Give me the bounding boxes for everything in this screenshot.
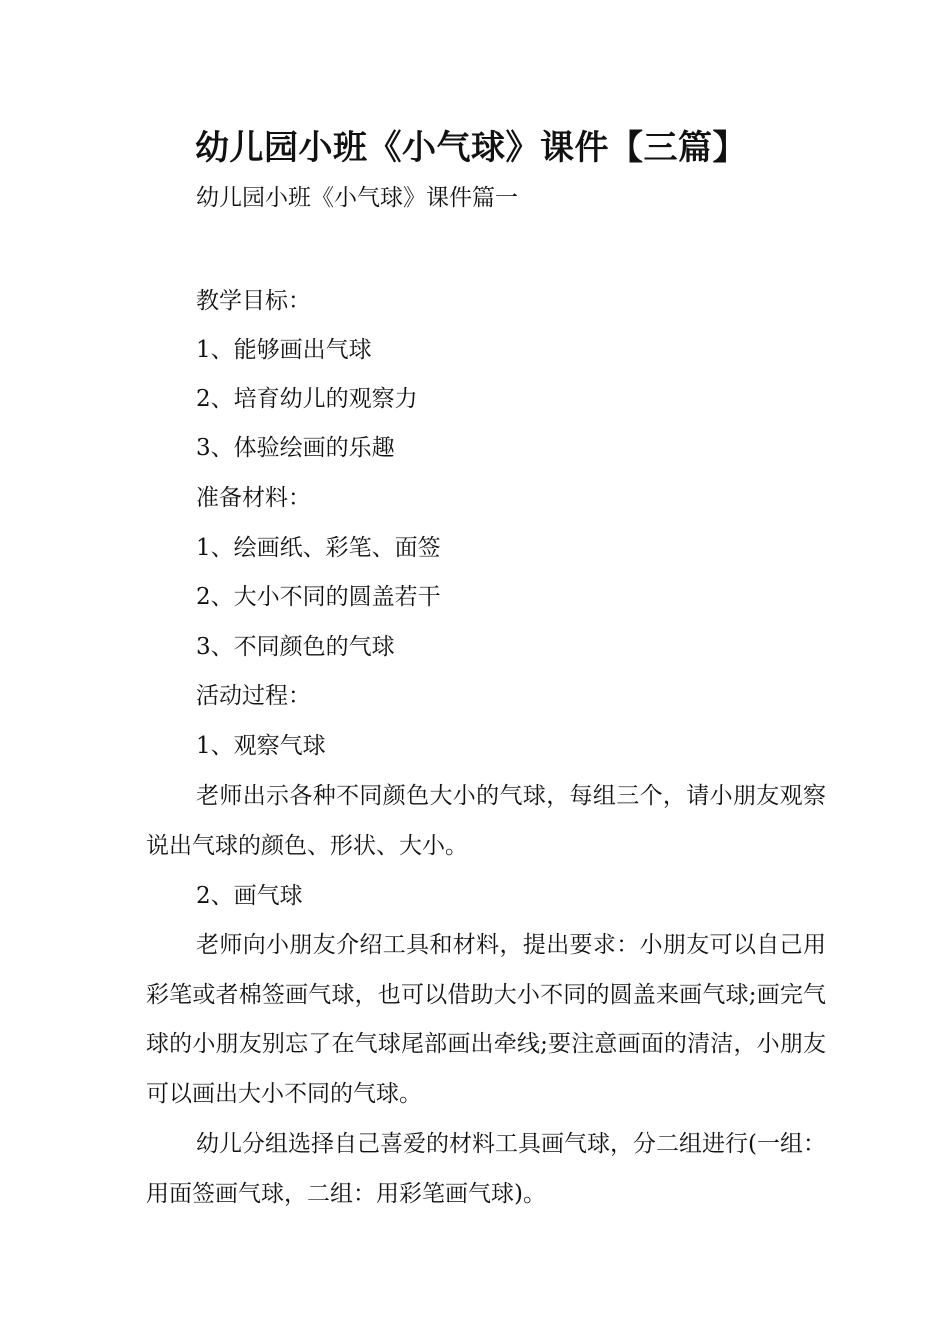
body-paragraph: 幼儿分组选择自己喜爱的材料工具画气球，分二组进行(一组：用面签画气球，二组：用彩笔画气球)。 [146, 1131, 826, 1207]
section-heading-objectives: 教学目标： [196, 288, 311, 314]
body-paragraph: 老师出示各种不同颜色大小的气球，每组三个，请小朋友观察说出气球的颜色、形状、大小。 [146, 783, 826, 859]
list-item: 2、大小不同的圆盖若干 [196, 584, 441, 610]
body-paragraph: 老师向小朋友介绍工具和材料，提出要求：小朋友可以自己用彩笔或者棉签画气球，也可以借助大小不同的圆盖来画气球;画完气球的小朋友别忘了在气球尾部画出牵线;要注意画面的清洁，小朋友可以画出大小不同的气球。 [146, 932, 826, 1107]
document-title: 幼儿园小班《小气球》课件【三篇】 [195, 128, 747, 168]
section-heading-materials: 准备材料： [196, 485, 311, 511]
list-item: 3、不同颜色的气球 [196, 634, 395, 660]
document-subtitle: 幼儿园小班《小气球》课件篇一 [196, 185, 518, 211]
list-item: 1、绘画纸、彩笔、面签 [196, 535, 441, 561]
list-item: 1、能够画出气球 [196, 337, 372, 363]
list-item: 3、体验绘画的乐趣 [196, 435, 395, 461]
list-item: 2、培育幼儿的观察力 [196, 386, 418, 412]
section-heading-process: 活动过程： [196, 683, 311, 709]
list-item: 2、画气球 [196, 883, 303, 909]
list-item: 1、观察气球 [196, 733, 326, 759]
